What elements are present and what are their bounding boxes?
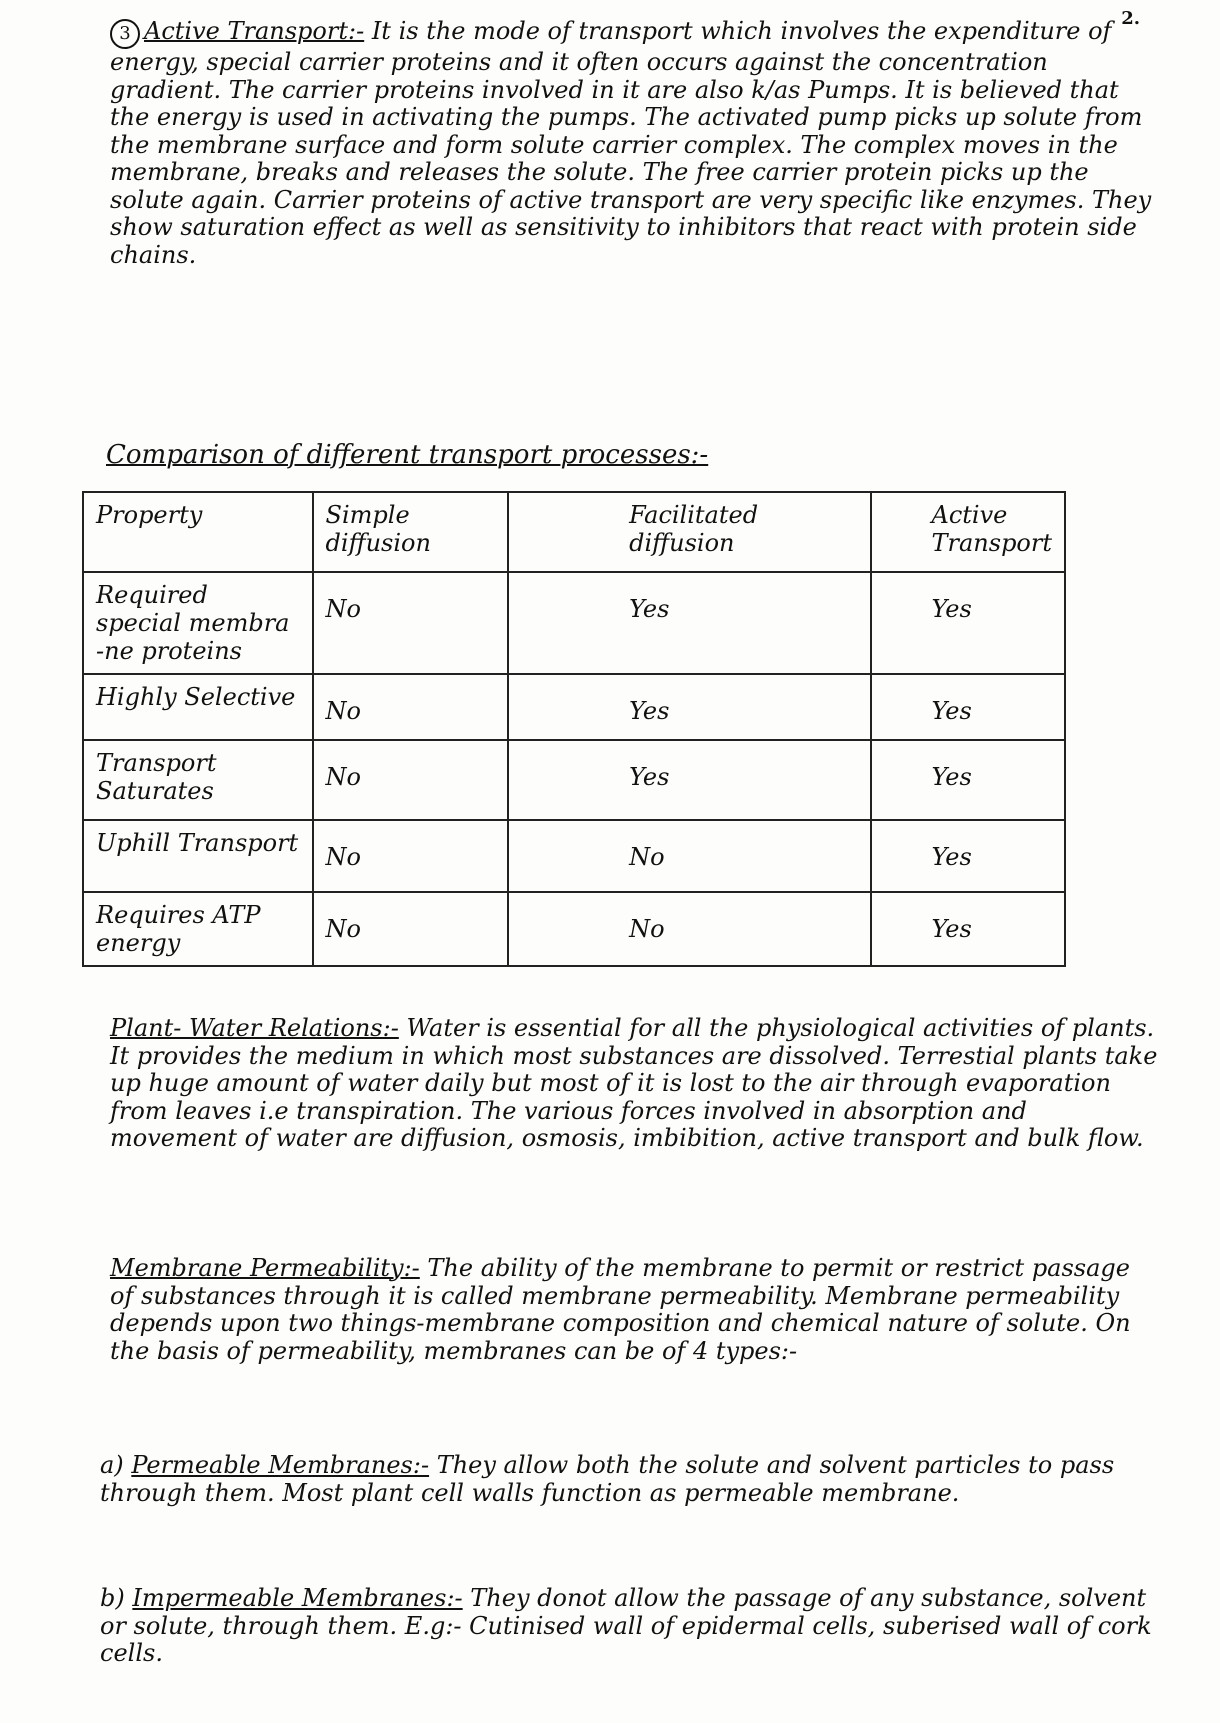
list-label: b) [100,1584,125,1612]
value-cell: Yes [871,740,1066,820]
value-cell: No [313,820,509,892]
table-row [83,820,1065,892]
permeable-section [100,1452,1160,1507]
plant-water-heading: Plant- Water Relations:- [110,1014,399,1042]
active-transport-heading: Active Transport:- [144,17,365,45]
plant-water-body: Water is essential for all the physiological activities of plants. It provides the medium in which most substances are dissolved. Terrestial plants take up huge amount of water daily but most of it is lost to the air through evaporation from leaves i.e transpiration. The various forces involved in absorption and movement of water are diffusion, osmosis, imbibition, active transport and bulk flow. [110,1014,1158,1152]
plant-water-section [110,1015,1160,1153]
value-cell: No [508,892,870,966]
impermeable-heading: Impermeable Membranes:- [132,1584,463,1612]
table-row [83,740,1065,820]
table-row [83,572,1065,674]
membrane-permeability-heading: Membrane Permeability:- [110,1254,420,1282]
column-header: Property [83,492,313,572]
value-cell: No [313,572,509,674]
column-header: Simple diffusion [313,492,509,572]
page-number: 2. [1121,8,1140,29]
impermeable-section [100,1585,1160,1668]
column-header: Active Transport [871,492,1066,572]
value-cell: Yes [871,892,1066,966]
table-row [83,674,1065,740]
table-header-row [83,492,1065,572]
value-cell: Yes [508,572,870,674]
value-cell: Yes [508,674,870,740]
impermeable-body: They donot allow the passage of any substance, solvent or solute, through them. E.g:- Cutinised wall of epidermal cells, suberised wall of cork cells. [100,1584,1152,1667]
value-cell: No [313,892,509,966]
property-cell: Requires ATP energy [83,892,313,966]
value-cell: No [313,674,509,740]
list-label: a) [100,1451,124,1479]
permeable-heading: Permeable Membranes:- [131,1451,430,1479]
value-cell: No [313,740,509,820]
comparison-heading: Comparison of different transport processes:- [106,440,709,470]
value-cell: Yes [871,820,1066,892]
membrane-permeability-body: The ability of the membrane to permit or restrict passage of substances through it is called membrane permeability. Membrane permeability depends upon two things-membrane composition and chemical nature of solute. On the basis of permeability, membranes can be of 4 types:- [110,1254,1131,1365]
value-cell: Yes [508,740,870,820]
column-header: Facilitated diffusion [508,492,870,572]
section-number: 3 [110,19,140,49]
property-cell: Uphill Transport [83,820,313,892]
value-cell: Yes [871,572,1066,674]
property-cell: Highly Selective [83,674,313,740]
comparison-table [82,491,1066,967]
value-cell: Yes [871,674,1066,740]
membrane-permeability-section [110,1255,1160,1365]
active-transport-body: It is the mode of transport which involves the expenditure of energy, special carrier proteins and it often occurs against the concentration gradient. The carrier proteins involved in it are also k/as Pumps. It is believed that the energy is used in activating the pumps. The activated pump picks up solute from the membrane surface and form solute carrier complex. The complex moves in the membrane, breaks and releases the solute. The free carrier protein picks up the solute again. Carrier proteins of active transport are very specific like enzymes. They show saturation effect as well as sensitivity to inhibitors that react with protein side chains. [110,17,1152,269]
active-transport-section [110,18,1160,269]
value-cell: No [508,820,870,892]
permeable-body: They allow both the solute and solvent particles to pass through them. Most plant cell walls function as permeable membrane. [100,1451,1115,1507]
table-row [83,892,1065,966]
property-cell: Transport Saturates [83,740,313,820]
property-cell: Required special membra -ne proteins [83,572,313,674]
